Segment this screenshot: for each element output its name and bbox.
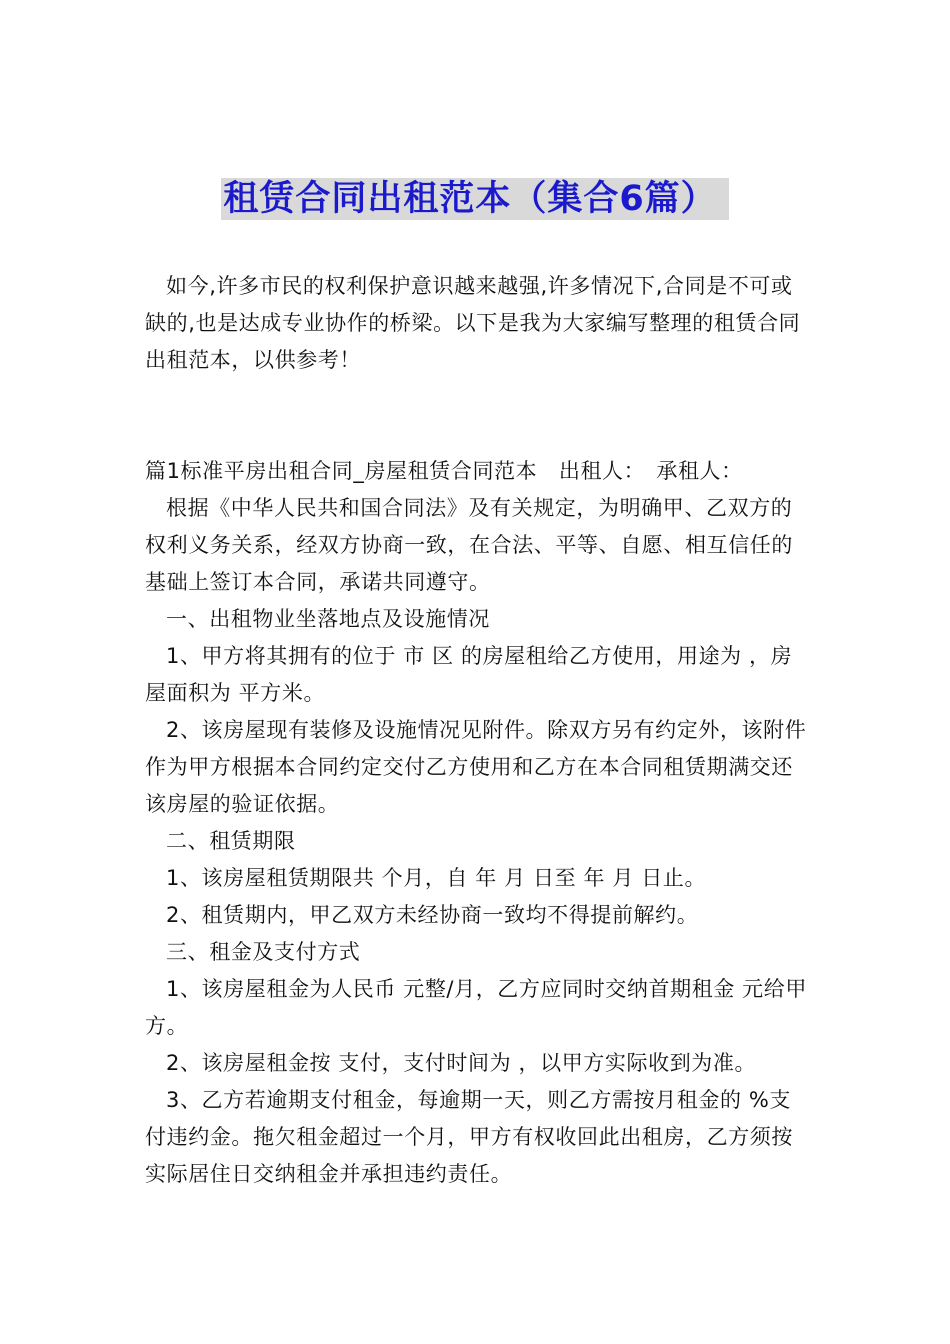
- clause-3-2: 2、该房屋租金按 支付，支付时间为 ，以甲方实际收到为准。: [166, 1051, 757, 1075]
- intro-paragraph: 如今,许多市民的权利保护意识越来越强,许多情况下,合同是不可或缺的,也是达成专业协作的桥梁。以下是我为大家编写整理的租赁合同出租范本，以供参考！: [145, 274, 801, 372]
- section-heading-2: 二、租赁期限: [166, 829, 296, 853]
- clause-3-3: 3、乙方若逾期支付租金，每逾期一天，则乙方需按月租金的 %支付违约金。拖欠租金超过一个月，甲方有权收回此出租房，乙方须按实际居住日交纳租金并承担违约责任。: [145, 1088, 793, 1186]
- clause-1-2: 2、该房屋现有装修及设施情况见附件。除双方另有约定外，该附件作为甲方根据本合同约定交付乙方使用和乙方在本合同租赁期满交还该房屋的验证依据。: [145, 718, 807, 816]
- title-container: [0, 178, 950, 220]
- preamble-paragraph: 根据《中华人民共和国合同法》及有关规定，为明确甲、乙双方的权利义务关系，经双方协商一致，在合法、平等、自愿、相互信任的基础上签订本合同，承诺共同遵守。: [145, 496, 793, 594]
- intro-section: [145, 268, 810, 379]
- contract-body: [145, 453, 810, 1193]
- clause-3-1: 1、该房屋租金为人民币 元整/月，乙方应同时交纳首期租金 元给甲方。: [145, 977, 807, 1038]
- clause-1-1: 1、甲方将其拥有的位于 市 区 的房屋租给乙方使用，用途为 ，房屋面积为 平方米。: [145, 644, 793, 705]
- contract-heading-line: 篇1标准平房出租合同_房屋租赁合同范本 出租人： 承租人：: [145, 459, 743, 483]
- section-heading-3: 三、租金及支付方式: [166, 940, 361, 964]
- clause-2-1: 1、该房屋租赁期限共 个月，自 年 月 日至 年 月 日止。: [166, 866, 707, 890]
- document-title: 租赁合同出租范本（集合6篇）: [221, 178, 728, 220]
- section-heading-1: 一、出租物业坐落地点及设施情况: [166, 607, 490, 631]
- clause-2-2: 2、租赁期内，甲乙双方未经协商一致均不得提前解约。: [166, 903, 699, 927]
